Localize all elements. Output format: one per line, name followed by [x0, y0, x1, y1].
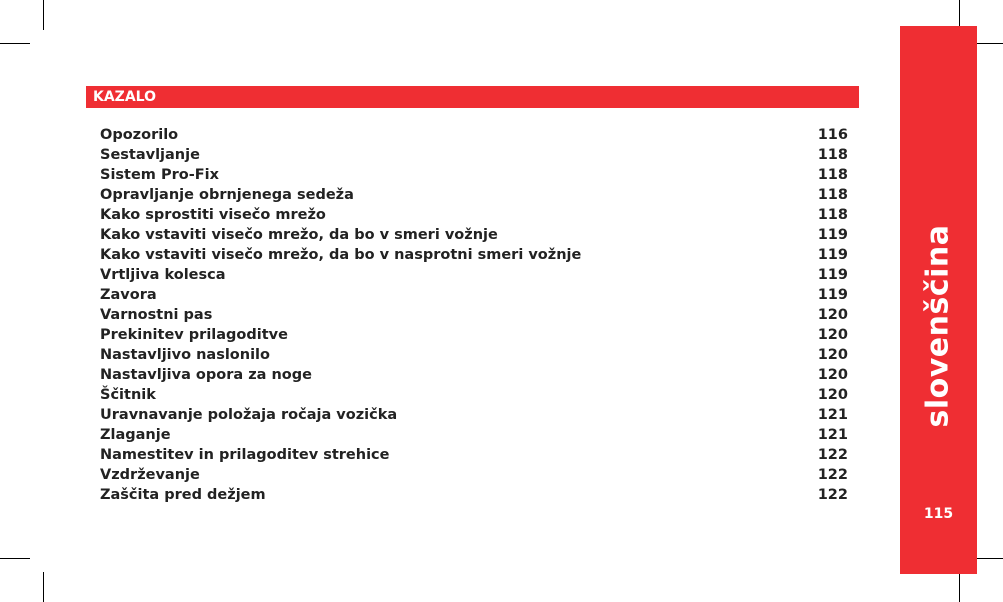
toc-entry	[100, 145, 848, 165]
toc-entry	[100, 225, 848, 245]
crop-mark	[0, 43, 30, 44]
toc-entry-title: Kako sprostiti visečo mrežo	[100, 207, 326, 223]
toc-entry-title: Zlaganje	[100, 427, 171, 443]
toc-heading: KAZALO	[93, 89, 156, 105]
toc-entry-title: Opozorilo	[100, 127, 179, 143]
toc-entry-title: Nastavljiva opora za noge	[100, 367, 312, 383]
language-label: slovenščina	[920, 224, 956, 428]
toc-entry	[100, 425, 848, 445]
toc-entry	[100, 245, 848, 265]
toc-entry	[100, 345, 848, 365]
toc-entry-title: Ščitnik	[100, 387, 156, 403]
toc-entry-page: 120	[817, 367, 848, 383]
toc-entry-page: 122	[817, 487, 848, 503]
toc-entry	[100, 325, 848, 345]
toc-entry-title: Kako vstaviti visečo mrežo, da bo v nasprotni smeri vožnje	[100, 247, 582, 263]
toc-entry-page: 118	[817, 167, 848, 183]
toc-entry-page: 120	[817, 307, 848, 323]
toc-entry-page: 119	[817, 267, 848, 283]
toc-entry	[100, 125, 848, 145]
toc-entry-title: Uravnavanje položaja ročaja vozička	[100, 407, 398, 423]
crop-mark	[973, 558, 1003, 559]
toc-entry-title: Zaščita pred dežjem	[100, 487, 266, 503]
page-number: 115	[923, 506, 954, 522]
toc-entry	[100, 185, 848, 205]
toc-header-bar	[86, 86, 859, 108]
toc-entry-title: Sestavljanje	[100, 147, 200, 163]
toc-entry-title: Vrtljiva kolesca	[100, 267, 226, 283]
toc-entry	[100, 205, 848, 225]
toc-entry	[100, 485, 848, 505]
toc-entry-title: Varnostni pas	[100, 307, 213, 323]
toc-entry-page: 119	[817, 287, 848, 303]
toc-entry	[100, 405, 848, 425]
table-of-contents	[100, 125, 848, 505]
toc-entry-page: 119	[817, 247, 848, 263]
toc-entry-title: Zavora	[100, 287, 157, 303]
toc-entry	[100, 445, 848, 465]
crop-mark	[973, 43, 1003, 44]
toc-entry-title: Sistem Pro-Fix	[100, 167, 219, 183]
toc-entry-title: Prekinitev prilagoditve	[100, 327, 288, 343]
toc-entry	[100, 465, 848, 485]
toc-entry-page: 120	[817, 347, 848, 363]
toc-entry-title: Opravljanje obrnjenega sedeža	[100, 187, 354, 203]
toc-entry-page: 118	[817, 147, 848, 163]
toc-entry-title: Namestitev in prilagoditev strehice	[100, 447, 390, 463]
toc-entry-title: Vzdrževanje	[100, 467, 200, 483]
language-side-tab	[900, 26, 977, 574]
toc-entry-page: 122	[817, 467, 848, 483]
toc-entry-page: 116	[817, 127, 848, 143]
crop-mark	[43, 0, 44, 30]
toc-entry-title: Nastavljivo naslonilo	[100, 347, 270, 363]
crop-mark	[959, 572, 960, 602]
toc-entry-page: 118	[817, 187, 848, 203]
toc-entry	[100, 385, 848, 405]
toc-entry	[100, 365, 848, 385]
toc-entry	[100, 165, 848, 185]
crop-mark	[0, 558, 30, 559]
toc-entry-page: 122	[817, 447, 848, 463]
toc-entry	[100, 285, 848, 305]
toc-entry-page: 120	[817, 387, 848, 403]
toc-entry-page: 119	[817, 227, 848, 243]
toc-entry-page: 121	[817, 407, 848, 423]
crop-mark	[43, 572, 44, 602]
toc-entry-page: 121	[817, 427, 848, 443]
toc-entry-page: 118	[817, 207, 848, 223]
toc-entry-title: Kako vstaviti visečo mrežo, da bo v smeri vožnje	[100, 227, 498, 243]
toc-entry-page: 120	[817, 327, 848, 343]
toc-entry	[100, 305, 848, 325]
toc-entry	[100, 265, 848, 285]
